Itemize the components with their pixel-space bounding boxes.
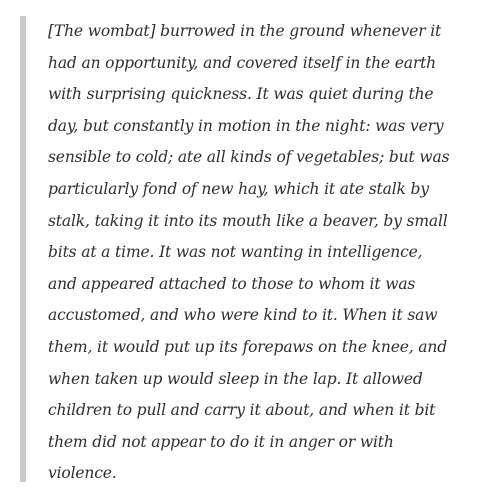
quote-line: had an opportunity, and covered itself in the earth [48, 53, 437, 72]
quote-line: them, it would put up its forepaws on the knee, and [48, 337, 447, 356]
quote-line: accustomed, and who were kind to it. When it saw [48, 306, 438, 325]
quote-line: [The wombat] burrowed in the ground whenever it [48, 22, 442, 40]
blockquote [20, 16, 476, 482]
quote-line: sensible to cold; ate all kinds of vegetables; but was [48, 148, 450, 167]
quote-line: them did not appear to do it in anger or with [48, 432, 394, 451]
quote-line: bits at a time. It was not wanting in intelligence, [48, 243, 423, 262]
quote-line: with surprising quickness. It was quiet during the [48, 85, 434, 104]
quote-line: and appeared attached to those to whom it was [48, 274, 416, 293]
quote-line: when taken up would sleep in the lap. It allowed [48, 369, 423, 388]
quote-line: particularly fond of new hay, which it ate stalk by [48, 179, 429, 198]
quote-line: children to pull and carry it about, and when it bit [48, 401, 436, 420]
quote-line: day, but constantly in motion in the night: was very [48, 116, 444, 135]
quote-line: violence. [48, 464, 117, 483]
quote-line: stalk, taking it into its mouth like a beaver, by small [48, 211, 448, 230]
